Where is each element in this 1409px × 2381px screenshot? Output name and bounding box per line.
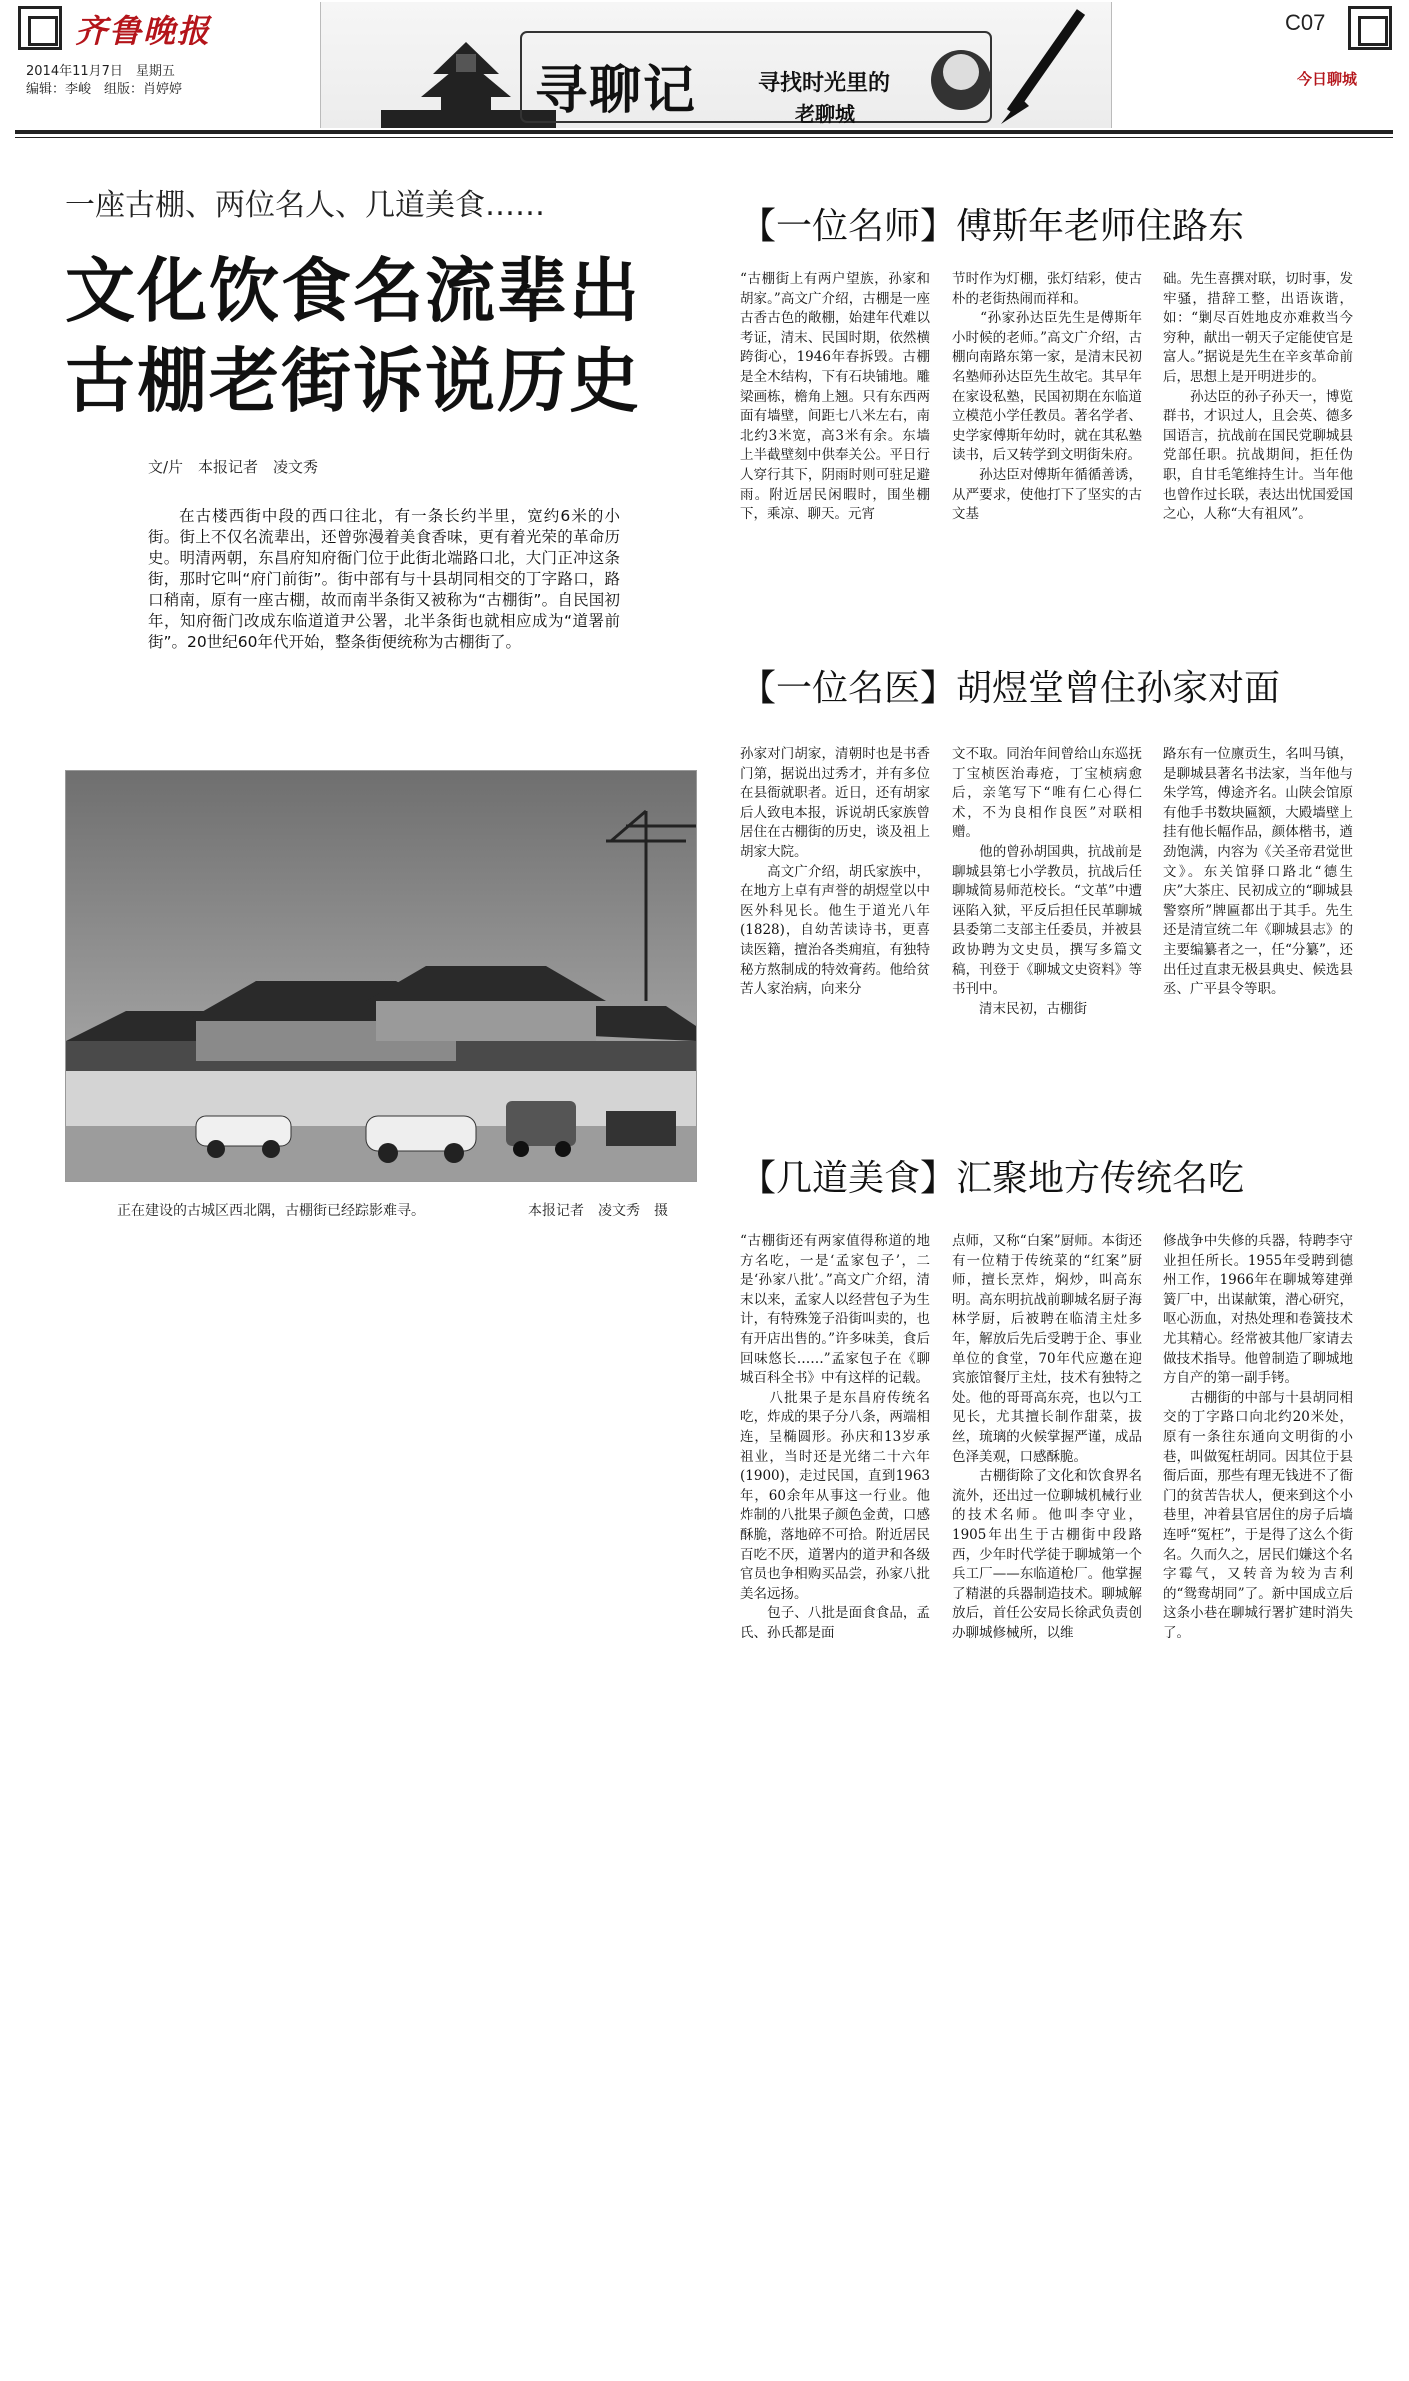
issue-date: 2014年11月7日 星期五: [26, 64, 175, 79]
banner-subtitle-2: 老聊城: [795, 102, 855, 126]
column-banner: [320, 2, 1112, 128]
article-column: 孙家对门胡家，清朝时也是书香门第，据说出过秀才，并有多位在县衙就职者。近日，还有胡家后人致电本报，诉说胡氏家族曾居住在古棚街的历史，谈及祖上胡家大院。 高文广介绍，胡氏家族中，在地方上卓有声誉的胡煜堂以中医外科见长。他生于道光八年(1828)，自幼苦读诗书，更喜读医籍，擅治各类痈疽，有独特秘方熬制成的特效膏药。他给贫苦人家治病，向来分: [740, 746, 930, 998]
construction-photo-image: [66, 771, 696, 1181]
section-title-food: 【几道美食】汇聚地方传统名吃: [740, 1158, 1245, 1199]
article-column: 修战争中失修的兵器，特聘李守业担任所长。1955年受聘到德州工作，1966年在聊城筹建弹簧厂中，出谋献策，潜心研究，呕心沥血，对热处理和卷簧技术尤其精心。经常被其他厂家请去做技术指导。他曾制造了聊城地方自产的第一副手铐。 古棚街的中部与十县胡同相交的丁字路口向北约20米处，原有一条往东通向文明街的小巷，叫做冤枉胡同。因其位于县衙后面，那些有理无钱进不了衙门的贫苦告状人，便来到这个小巷里，冲着县官居住的房子后墙连呼“冤枉”，于是得了这么个街名。久而久之，居民们嫌这个名字霉气，又转音为较为吉利的“鸳鸯胡同”了。新中国成立后这条小巷在聊城行署扩建时消失了。: [1163, 1233, 1353, 1641]
corner-ornament-right-icon: [1348, 6, 1392, 50]
article-column: 文不取。同治年间曾给山东巡抚丁宝桢医治毒疮，丁宝桢病愈后，亲笔写下“唯有仁心得仁术，不为良相作良医”对联相赠。 他的曾孙胡国典，抗战前是聊城县第七小学教员，抗战后任聊城简易师范校长。“文革”中遭诬陷入狱，平反后担任民革聊城县委第二支部主任委员，并被县政协聘为文史员，撰写多篇文稿，刊登于《聊城文史资料》等书刊中。 清末民初，古棚街: [952, 746, 1142, 1017]
banner-subtitle-1: 寻找时光里的: [758, 71, 891, 96]
page-number: C07: [1285, 10, 1326, 35]
headline-line-2: 古棚老街诉说历史: [65, 340, 641, 422]
street-photo: [65, 770, 697, 1182]
section-name: 今日聊城: [1297, 70, 1358, 88]
kicker: 一座古棚、两位名人、几道美食……: [65, 188, 545, 223]
article-column: 节时作为灯棚，张灯结彩，使古朴的老街热闹而祥和。 “孙家孙达臣先生是傅斯年小时候的老师。”高文广介绍，古棚向南路东第一家，是清末民初名塾师孙达臣先生故宅。其早年在家设私塾，民国初期在东临道立模范小学任教员。著名学者、史学家傅斯年幼时，就在其私塾读书，后又转学到文明街朱府。 孙达臣对傅斯年循循善诱，从严要求，使他打下了坚实的古文基: [952, 271, 1142, 523]
section-title-teacher: 【一位名师】傅斯年老师住路东: [740, 206, 1245, 247]
article-column: 础。先生喜撰对联，切时事，发牢骚，措辞工整，出语诙谐，如：“剿尽百姓地皮亦难救当今穷种，献出一朝天子定能使官是富人。”据说是先生在辛亥革命前后，思想上是开明进步的。 孙达臣的孙子孙天一，博览群书，才识过人，且会英、德多国语言，抗战前在国民党聊城县党部任职。抗战期间，拒任伪职，自甘毛笔维持生计。当年他也曾作过长联，表达出忧国爱国之心，人称“大有祖风”。: [1163, 271, 1353, 523]
header-rule: [15, 130, 1393, 134]
header-rule-thin: [15, 137, 1393, 138]
headline-line-1: 文化饮食名流辈出: [65, 250, 641, 332]
banner-artwork-icon: [321, 2, 1111, 128]
intro-paragraph: 在古楼西街中段的西口往北，有一条长约半里，宽约6米的小街。街上不仅名流辈出，还曾弥漫着美食香味，更有着光荣的革命历史。明清两朝，东昌府知府衙门位于此街北端路口北，大门正冲这条街，那时它叫“府门前街”。街中部有与十县胡同相交的丁字路口，路口稍南，原有一座古棚，故而南半条街又被称为“古棚街”。自民国初年，知府衙门改成东临道道尹公署，北半条街也就相应成为“道署前街”。20世纪60年代开始，整条街便统称为古棚街了。: [148, 507, 620, 651]
photo-credit: 本报记者 凌文秀 摄: [528, 1203, 668, 1219]
newspaper-logo: 齐鲁晚报: [75, 12, 212, 50]
article-column: 路东有一位廪贡生，名叫马镇，是聊城县著名书法家，当年他与朱学笃，傅途齐名。山陕会馆原有他手书数块匾额，大殿墙壁上挂有他长幅作品，颜体楷书，遒劲饱满，内容为《关圣帝君觉世文》。东关馆驿口路北“德生庆”大茶庄、民初成立的“聊城县警察所”牌匾都出于其手。先生还是清宣统二年《聊城县志》的主要编纂者之一，任“分纂”，还出任过直隶无极县典史、候选县丞、广平县令等职。: [1163, 746, 1353, 998]
banner-title: 寻聊记: [535, 61, 698, 121]
article-column: 点师，又称“白案”厨师。本街还有一位精于传统菜的“红案”厨师，擅长烹炸，焖炒，叫高东明。高东明抗战前聊城名厨子海林学厨，后被聘在临清主灶多年，解放后先后受聘于企、事业单位的食堂，70年代应邀在迎宾旅馆餐厅主灶，技术有独特之处。他的哥哥高东亮，也以勺工见长，尤其擅长制作甜菜，拔丝，琉璃的火候掌握严谨，成品色泽美观，口感酥脆。 古棚街除了文化和饮食界名流外，还出过一位聊城机械行业的技术名师。他叫李守业，1905年出生于古棚街中段路西，少年时代学徒于聊城第一个兵工厂——东临道枪厂。他掌握了精湛的兵器制造技术。聊城解放后，首任公安局长徐武负责创办聊城修械所，以维: [952, 1233, 1142, 1641]
corner-ornament-left-icon: [18, 6, 62, 50]
article-column: “古棚街还有两家值得称道的地方名吃，一是‘孟家包子’，二是‘孙家八批’。”高文广介绍，清末以来，孟家人以经营包子为生计，有特殊笼子沿街叫卖的，也有开店出售的。”许多味美，食后回味悠长……”孟家包子在《聊城百科全书》中有这样的记载。 八批果子是东昌府传统名吃，炸成的果子分八条，两端相连，呈椭圆形。孙庆和13岁承祖业，当时还是光绪二十六年(1900)，走过民国，直到1963年，60余年从事这一行业。他炸制的八批果子颜色金黄，口感酥脆，落地碎不可拾。附近居民百吃不厌，道署内的道尹和各级官员也争相购买品尝，孙家八批美名远扬。 包子、八批是面食食品，孟氏、孙氏都是面: [740, 1233, 930, 1641]
photo-caption: 正在建设的古城区西北隅，古棚街已经踪影难寻。: [117, 1203, 425, 1219]
byline: 文/片 本报记者 凌文秀: [148, 458, 319, 476]
editor-line: 编辑：李峻 组版：肖婷婷: [26, 82, 183, 97]
article-column: “古棚街上有两户望族，孙家和胡家。”高文广介绍，古棚是一座古香古色的敞棚，始建年代难以考证，清末、民国时期，依然横跨街心，1946年春拆毁。古棚是全木结构，下有石块铺地。雕梁画栋，檐角上翘。只有东西两面有墙壁，间距七八米左右，南北约3米宽，高3米有余。东墙上半截壁刻中供奉关公。平日行人穿行其下，阴雨时则可驻足避雨。附近居民闲暇时，围坐棚下，乘凉、聊天。元宵: [740, 271, 930, 523]
section-title-doctor: 【一位名医】胡煜堂曾住孙家对面: [740, 668, 1281, 709]
